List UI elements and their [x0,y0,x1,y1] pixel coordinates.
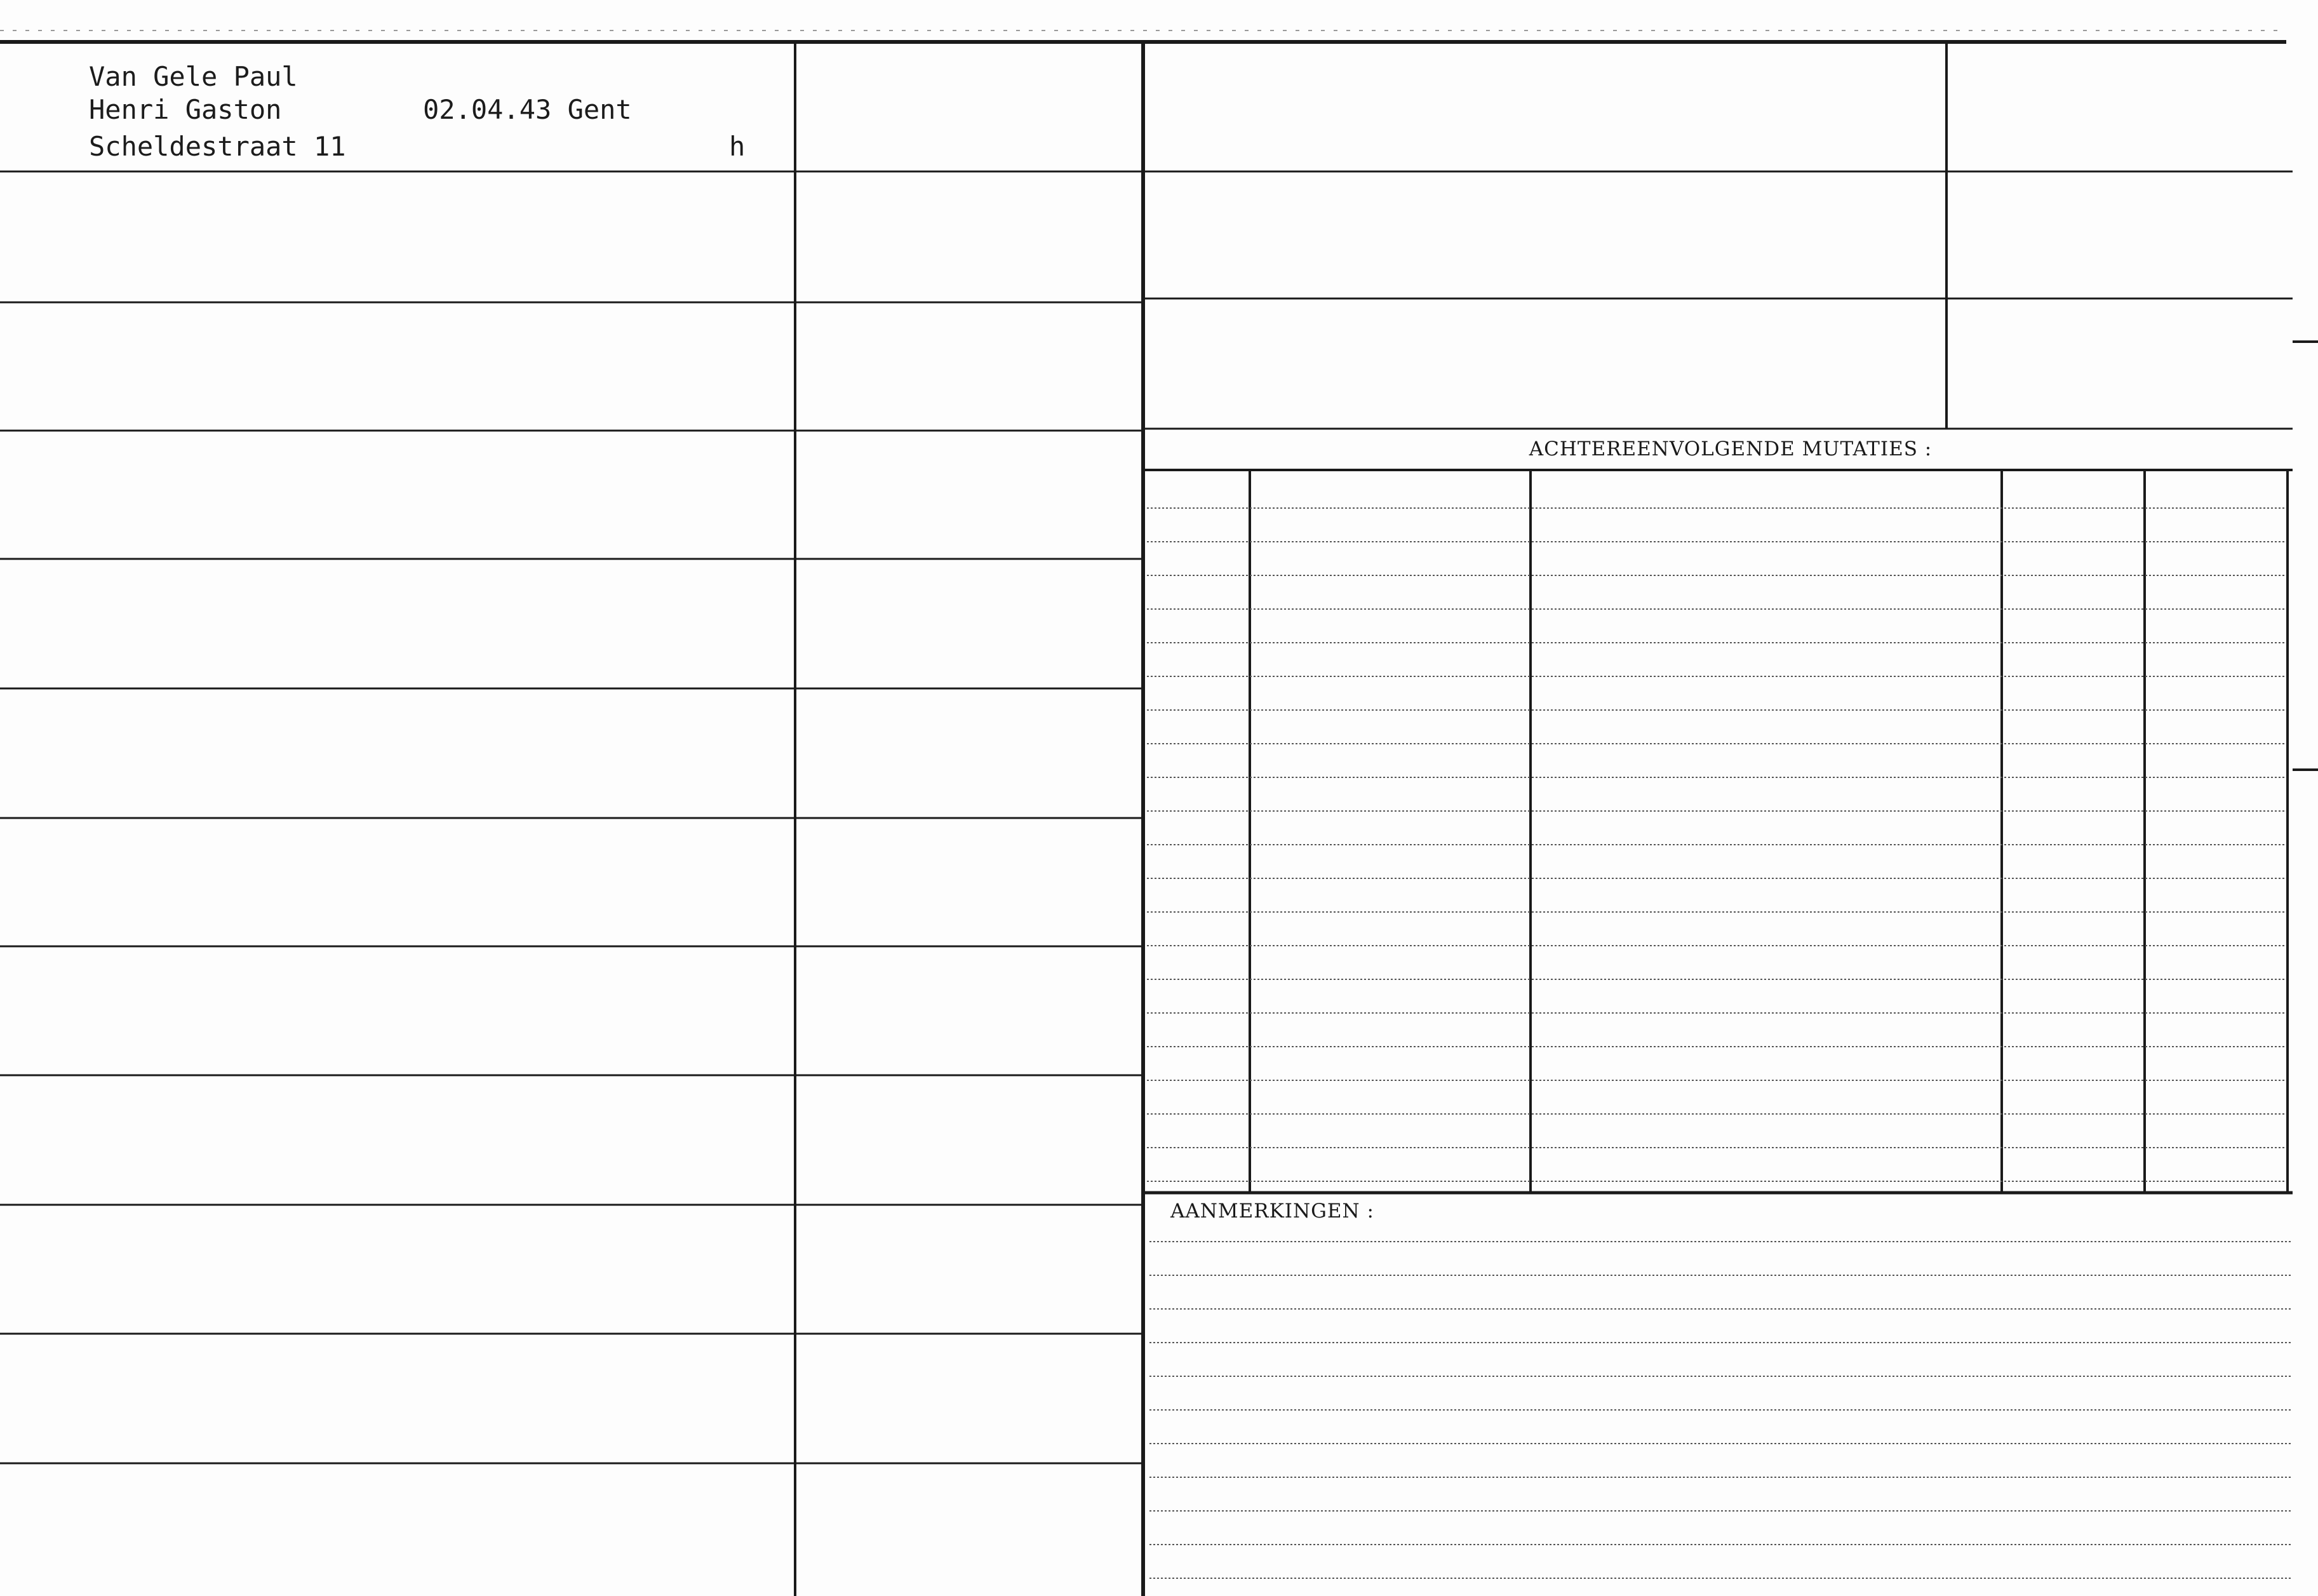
birth-date-place: 02.04.43 Gent [423,94,632,125]
row-mark: h [729,131,746,162]
mutations-heading: ACHTEREENVOLGENDE MUTATIES : [1529,438,1933,460]
remarks-heading: AANMERKINGEN : [1170,1200,1374,1223]
mutations-table [1143,470,2293,1193]
person-surname-line: Van Gele Paul [89,61,298,92]
upper-right-rows [1143,171,2293,429]
left-register-rows [0,171,1143,1463]
person-address: Scheldestraat 11 [89,131,346,162]
person-given-names: Henri Gaston [89,94,282,125]
remarks-lines [1149,1242,2293,1578]
